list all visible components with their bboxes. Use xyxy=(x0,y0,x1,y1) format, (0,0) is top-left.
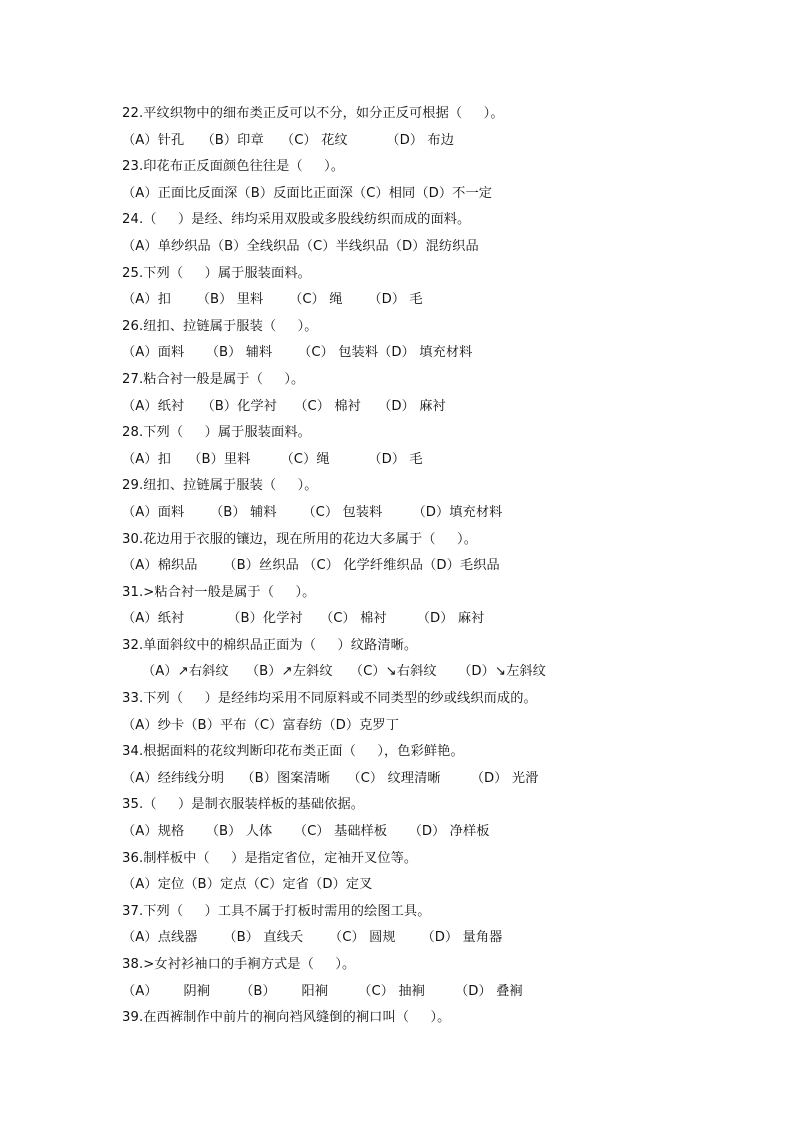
options-23: （A）正面比反面深（B）反面比正面深（C）相同（D）不一定 xyxy=(122,185,493,201)
question-29: 29.纽扣、拉链属于服装（ ）。 xyxy=(122,478,318,494)
question-26: 26.纽扣、拉链属于服装（ ）。 xyxy=(122,318,318,334)
question-27: 27.粘合衬一般是属于（ ）。 xyxy=(122,371,305,387)
question-34: 34.根据面料的花纹判断印花布类正面（ ），色彩鲜艳。 xyxy=(122,744,464,760)
options-36: （A）定位（B）定点（C）定省（D）定叉 xyxy=(122,877,373,893)
question-30: 30.花边用于衣服的镶边，现在所用的花边大多属于（ ）。 xyxy=(122,531,478,547)
question-33: 33.下列（ ）是经纬均采用不同原料或不同类型的纱或线织而成的。 xyxy=(122,691,537,707)
options-38: （A） 阴裥 （B） 阳裥 （C） 抽裥 （D） 叠裥 xyxy=(122,983,523,999)
question-22: 22.平纹织物中的细布类正反可以不分，如分正反可根据（ ）。 xyxy=(122,106,504,121)
options-29: （A）面料 （B） 辅料 （C） 包装料 （D）填充材料 xyxy=(122,504,503,520)
question-23: 23.印花布正反面颜色往往是（ ）。 xyxy=(122,159,345,175)
question-24: 24.（ ）是经、纬均采用双股或多股线纺织而成的面料。 xyxy=(122,212,471,228)
question-38: 38.>女衬衫袖口的手裥方式是（ ）。 xyxy=(122,957,356,972)
question-28: 28.下列（ ）属于服装面料。 xyxy=(122,425,311,441)
options-28: （A）扣 （B）里料 （C）绳 （D） 毛 xyxy=(122,451,423,467)
options-37: （A）点线器 （B） 直线夭 （C） 圆规 （D） 量角器 xyxy=(122,930,503,946)
options-35: （A）规格 （B） 人体 （C） 基础样板 （D） 净样板 xyxy=(122,824,490,840)
options-31: （A）纸衬 （B）化学衬 （C） 棉衬 （D） 麻衬 xyxy=(122,611,485,627)
options-30: （A）棉织品 （B）丝织品 （C） 化学纤维织品（D）毛织品 xyxy=(122,558,500,574)
question-25: 25.下列（ ）属于服装面料。 xyxy=(122,265,311,281)
options-25: （A）扣 （B） 里料 （C） 绳 （D） 毛 xyxy=(122,292,423,308)
question-39: 39.在西裤制作中前片的裥向裆风缝倒的裥口叫（ ）。 xyxy=(122,1010,451,1026)
options-24: （A）单纱织品（B）全线织品（C）半线织品（D）混纺织品 xyxy=(122,238,479,254)
options-33: （A）纱卡（B）平布（C）富春纺（D）克罗丁 xyxy=(122,717,400,733)
options-26: （A）面料 （B） 辅料 （C） 包装料（D） 填充材料 xyxy=(122,345,473,361)
options-27: （A）纸衬 （B）化学衬 （C） 棉衬 （D） 麻衬 xyxy=(122,398,446,414)
options-32: （A）↗右斜纹 （B）↗左斜纹 （C）↘右斜纹 （D）↘左斜纹 xyxy=(142,664,546,680)
question-list xyxy=(122,101,762,1032)
options-22: （A）针孔 （B）印章 （C） 花纹 （D） 布边 xyxy=(122,132,454,148)
question-37: 37.下列（ ）工具不属于打板时需用的绘图工具。 xyxy=(122,903,431,919)
question-32: 32.单面斜纹中的棉织品正面为（ ）纹路清晰。 xyxy=(122,637,418,653)
question-36: 36.制样板中（ ）是指定省位，定袖开叉位等。 xyxy=(122,850,418,866)
options-34: （A）经纬线分明 （B）图案清晰 （C） 纹理清晰 （D） 光滑 xyxy=(122,770,539,786)
question-35: 35.（ ）是制衣服装样板的基础依据。 xyxy=(122,797,365,813)
question-31: 31.>粘合衬一般是属于（ ）。 xyxy=(122,584,316,600)
